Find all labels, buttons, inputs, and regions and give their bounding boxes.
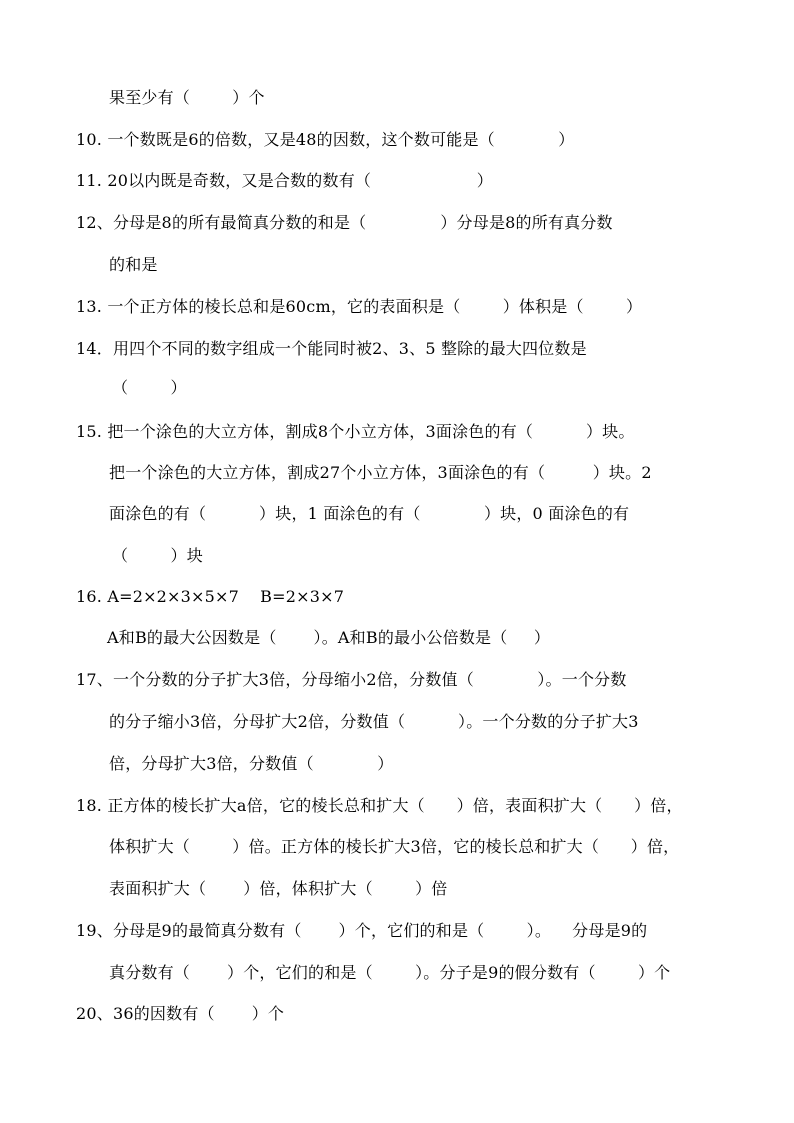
question-20: 20、36的因数有（ ）个 [76, 1004, 285, 1023]
question-12: 12、分母是8的所有最简真分数的和是（ ）分母是8的所有真分数 [76, 213, 613, 232]
question-17-cont-1: 的分子缩小3倍，分母扩大2倍，分数值（ ）。一个分数的分子扩大3 [109, 712, 639, 731]
question-18-cont-1: 体积扩大（ ）倍。正方体的棱长扩大3倍，它的棱长总和扩大（ ）倍， [109, 837, 680, 856]
question-11: 11. 20以内既是奇数，又是合数的数有（ ） [76, 171, 494, 190]
question-15-cont-1: 把一个涂色的大立方体，割成27个小立方体，3面涂色的有（ ）块。2 [109, 463, 652, 482]
question-18: 18. 正方体的棱长扩大a倍，它的棱长总和扩大（ ）倍，表面积扩大（ ）倍， [76, 796, 683, 815]
question-18-cont-2: 表面积扩大（ ）倍，体积扩大（ ）倍 [109, 879, 448, 898]
question-14: 14．用四个不同的数字组成一个能同时被2、3、5 整除的最大四位数是 [76, 339, 587, 358]
question-15: 15. 把一个涂色的大立方体，割成8个小立方体，3面涂色的有（ ）块。 [76, 422, 635, 441]
question-19: 19、分母是9的最简真分数有（ ）个，它们的和是（ ）。 分母是9的 [76, 921, 648, 940]
question-16: 16. A=2×2×3×5×7 B=2×3×7 [76, 587, 345, 606]
question-15-cont-3: （ ）块 [112, 546, 203, 565]
question-19-cont: 真分数有（ ）个，它们的和是（ ）。分子是9的假分数有（ ）个 [109, 963, 671, 982]
question-16-cont: A和B的最大公因数是（ ）。A和B的最小公倍数是（ ） [107, 628, 551, 647]
question-17-cont-2: 倍，分母扩大3倍，分数值（ ） [109, 754, 394, 773]
question-17: 17、一个分数的分子扩大3倍，分母缩小2倍，分数值（ ）。一个分数 [76, 670, 627, 689]
question-13: 13. 一个正方体的棱长总和是60cm，它的表面积是（ ）体积是（ ） [76, 297, 643, 316]
question-12-cont: 的和是 [109, 255, 158, 274]
question-10: 10. 一个数既是6的倍数，又是48的因数，这个数可能是（ ） [76, 130, 575, 149]
line-1: 果至少有（ ）个 [109, 88, 265, 107]
question-15-cont-2: 面涂色的有（ ）块，1 面涂色的有（ ）块，0 面涂色的有 [109, 504, 630, 523]
question-14-cont: （ ） [112, 378, 187, 397]
